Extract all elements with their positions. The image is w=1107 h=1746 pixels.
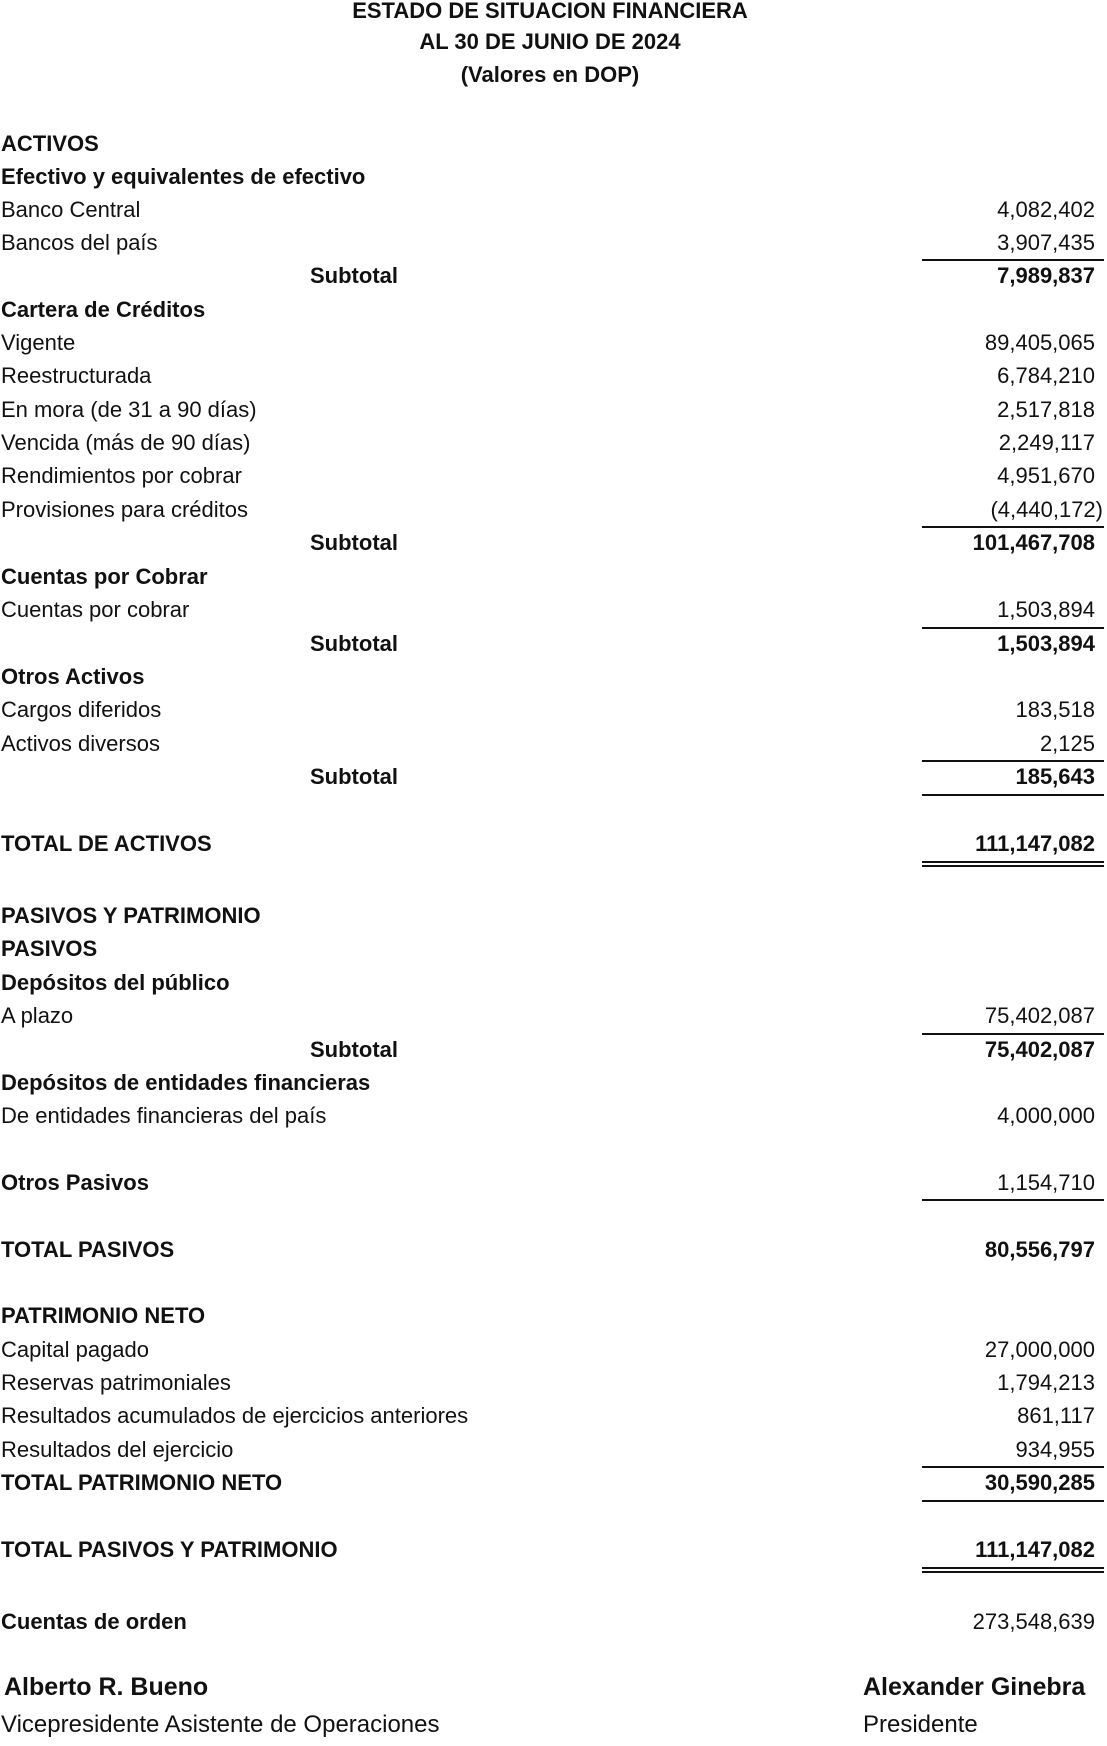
subtotal-value: 7,989,837 bbox=[997, 263, 1095, 288]
line-item-row bbox=[0, 999, 1107, 1032]
line-item-label: De entidades financieras del país bbox=[1, 1103, 327, 1128]
line-item-value: 934,955 bbox=[1015, 1437, 1095, 1462]
line-item-row bbox=[0, 426, 1107, 459]
line-item-label: Activos diversos bbox=[1, 731, 160, 756]
line-item-label: Capital pagado bbox=[1, 1337, 150, 1362]
subtotal-value: 101,467,708 bbox=[972, 530, 1095, 555]
underline bbox=[922, 1500, 1104, 1502]
double-underline bbox=[922, 861, 1104, 867]
total-patrimonio-label: TOTAL PATRIMONIO NETO bbox=[1, 1470, 283, 1495]
cuentas-orden-value: 273,548,639 bbox=[972, 1609, 1095, 1634]
line-item-row bbox=[0, 326, 1107, 359]
line-item-label: Reestructurada bbox=[1, 363, 152, 388]
depositos-entidades-heading: Depósitos de entidades financieras bbox=[1, 1070, 371, 1095]
cuentas-orden-label: Cuentas de orden bbox=[1, 1609, 187, 1634]
total-patrimonio-value: 30,590,285 bbox=[984, 1470, 1095, 1495]
total-pasivos-label: TOTAL PASIVOS bbox=[1, 1237, 175, 1262]
subtotal-label: Subtotal bbox=[310, 764, 398, 789]
pasivos-patrimonio-heading: PASIVOS Y PATRIMONIO bbox=[1, 903, 261, 928]
subtotal-row bbox=[0, 760, 1107, 793]
line-item-row bbox=[0, 1399, 1107, 1432]
signature-name-left: Alberto R. Bueno bbox=[4, 1673, 209, 1701]
subtotal-value: 1,503,894 bbox=[997, 631, 1095, 656]
otros-pasivos-value: 1,154,710 bbox=[997, 1170, 1095, 1195]
activos-heading-row bbox=[0, 127, 1107, 160]
total-patrimonio-row bbox=[0, 1466, 1107, 1499]
line-item-value: 2,517,818 bbox=[997, 397, 1095, 422]
line-item-label: Reservas patrimoniales bbox=[1, 1370, 231, 1395]
line-item-label: Bancos del país bbox=[1, 230, 158, 255]
line-item-label: Cargos diferidos bbox=[1, 697, 162, 722]
cuentas-orden-row bbox=[0, 1605, 1107, 1638]
line-item-label: Provisiones para créditos bbox=[1, 497, 249, 522]
otros-activos-heading-row bbox=[0, 660, 1107, 693]
line-item-row bbox=[0, 1433, 1107, 1466]
total-pasivos-patrimonio-row bbox=[0, 1533, 1107, 1566]
line-item-value: 183,518 bbox=[1015, 697, 1095, 722]
line-item-row bbox=[0, 493, 1107, 526]
line-item-row bbox=[0, 593, 1107, 626]
statement-title: ESTADO DE SITUACION FINANCIERA bbox=[352, 0, 748, 23]
line-item-value: 1,503,894 bbox=[997, 597, 1095, 622]
cuentas-heading-row bbox=[0, 560, 1107, 593]
line-item-row bbox=[0, 1099, 1107, 1132]
line-item-row bbox=[0, 193, 1107, 226]
efectivo-heading-row bbox=[0, 160, 1107, 193]
line-item-label: Resultados acumulados de ejercicios anteriores bbox=[1, 1403, 469, 1428]
line-item-row bbox=[0, 359, 1107, 392]
subtotal-value: 185,643 bbox=[1015, 764, 1095, 789]
statement-date: AL 30 DE JUNIO DE 2024 bbox=[419, 29, 681, 54]
subtotal-row bbox=[0, 526, 1107, 559]
line-item-value: (4,440,172) bbox=[990, 497, 1103, 522]
total-pasivos-patrimonio-label: TOTAL PASIVOS Y PATRIMONIO bbox=[1, 1537, 338, 1562]
line-item-label: Resultados del ejercicio bbox=[1, 1437, 234, 1462]
line-item-label: Vencida (más de 90 días) bbox=[1, 430, 251, 455]
patrimonio-heading: PATRIMONIO NETO bbox=[1, 1303, 206, 1328]
otros-activos-heading: Otros Activos bbox=[1, 664, 145, 689]
cuentas-heading: Cuentas por Cobrar bbox=[1, 564, 208, 589]
line-item-value: 4,082,402 bbox=[997, 197, 1095, 222]
line-item-value: 4,000,000 bbox=[997, 1103, 1095, 1128]
line-item-value: 89,405,065 bbox=[984, 330, 1095, 355]
signature-role-right: Presidente bbox=[863, 1711, 978, 1738]
line-item-row bbox=[0, 393, 1107, 426]
cartera-heading-row bbox=[0, 293, 1107, 326]
line-item-row bbox=[0, 459, 1107, 492]
subtotal-label: Subtotal bbox=[310, 1037, 398, 1062]
activos-heading: ACTIVOS bbox=[1, 131, 99, 156]
line-item-value: 27,000,000 bbox=[984, 1337, 1095, 1362]
line-item-label: Banco Central bbox=[1, 197, 141, 222]
pasivos-heading: PASIVOS bbox=[1, 936, 98, 961]
line-item-row bbox=[0, 693, 1107, 726]
subtotal-label: Subtotal bbox=[310, 631, 398, 656]
line-item-row bbox=[0, 1333, 1107, 1366]
line-item-value: 2,125 bbox=[1039, 731, 1095, 756]
line-item-label: A plazo bbox=[1, 1003, 74, 1028]
total-activos-value: 111,147,082 bbox=[975, 831, 1095, 856]
line-item-value: 75,402,087 bbox=[984, 1003, 1095, 1028]
depositos-publico-heading-row bbox=[0, 966, 1107, 999]
cartera-heading: Cartera de Créditos bbox=[1, 297, 206, 322]
depositos-publico-heading: Depósitos del público bbox=[1, 970, 230, 995]
line-item-value: 3,907,435 bbox=[997, 230, 1095, 255]
line-item-label: En mora (de 31 a 90 días) bbox=[1, 397, 257, 422]
line-item-label: Cuentas por cobrar bbox=[1, 597, 190, 622]
line-item-label: Rendimientos por cobrar bbox=[1, 463, 242, 488]
line-item-row bbox=[0, 1366, 1107, 1399]
total-activos-label: TOTAL DE ACTIVOS bbox=[1, 831, 212, 856]
otros-pasivos-row bbox=[0, 1166, 1107, 1199]
total-pasivos-patrimonio-value: 111,147,082 bbox=[975, 1537, 1095, 1562]
double-underline bbox=[922, 1567, 1104, 1573]
signature-name-right: Alexander Ginebra bbox=[863, 1673, 1086, 1701]
otros-pasivos-label: Otros Pasivos bbox=[1, 1170, 149, 1195]
underline bbox=[922, 794, 1104, 796]
subtotal-row bbox=[0, 627, 1107, 660]
patrimonio-heading-row bbox=[0, 1299, 1107, 1332]
subtotal-row bbox=[0, 259, 1107, 292]
underline bbox=[922, 1199, 1104, 1201]
signature-role-left: Vicepresidente Asistente de Operaciones bbox=[1, 1711, 440, 1738]
line-item-row bbox=[0, 226, 1107, 259]
line-item-value: 6,784,210 bbox=[997, 363, 1095, 388]
line-item-value: 2,249,117 bbox=[998, 430, 1095, 455]
line-item-value: 1,794,213 bbox=[997, 1370, 1095, 1395]
efectivo-heading: Efectivo y equivalentes de efectivo bbox=[1, 164, 366, 189]
line-item-value: 861,117 bbox=[1017, 1403, 1095, 1428]
subtotal-row bbox=[0, 1033, 1107, 1066]
total-activos-row bbox=[0, 827, 1107, 860]
subtotal-value: 75,402,087 bbox=[984, 1037, 1095, 1062]
subtotal-label: Subtotal bbox=[310, 263, 398, 288]
line-item-label: Vigente bbox=[1, 330, 76, 355]
depositos-entidades-heading-row bbox=[0, 1066, 1107, 1099]
total-pasivos-row bbox=[0, 1233, 1107, 1266]
pasivos-heading-row bbox=[0, 932, 1107, 965]
total-pasivos-value: 80,556,797 bbox=[984, 1237, 1095, 1262]
line-item-value: 4,951,670 bbox=[997, 463, 1095, 488]
statement-currency: (Valores en DOP) bbox=[460, 62, 640, 87]
pasivos-patrimonio-heading-row bbox=[0, 899, 1107, 932]
subtotal-label: Subtotal bbox=[310, 530, 398, 555]
line-item-row bbox=[0, 727, 1107, 760]
